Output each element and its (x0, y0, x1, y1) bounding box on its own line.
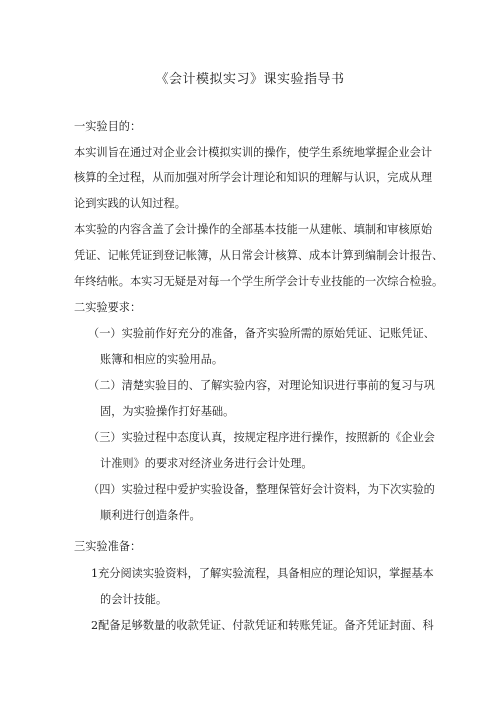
list-item: （四）实验过程中爱护实验设备，整理保管好会计资料，为下次实验的 (88, 483, 435, 496)
list-item-continuation: 顺利进行创造条件。 (100, 509, 201, 522)
list-item: （一）实验前作好充分的准备，备齐实验所需的原始凭证、记账凭证、 (88, 327, 435, 340)
paragraph-line: 本实训旨在通过对企业会计模拟实训的操作，使学生系统地掌握企业会计 (74, 146, 433, 159)
list-item: （二）清楚实验目的、了解实验内容，对理论知识进行事前的复习与巩 (88, 379, 435, 392)
paragraph-line: 核算的全过程，从而加强对所学会计理论和知识的理解与认识，完成从理 (74, 171, 433, 184)
list-item-continuation: 的会计技能。 (100, 593, 168, 606)
paragraph-line: 年终结帐。本实习无疑是对每一个学生所学会计专业技能的一次综合检验。 (74, 275, 444, 288)
list-item: （三）实验过程中态度认真，按规定程序进行操作，按照新的《企业会 (88, 431, 435, 444)
document-title: 《会计模拟实习》课实验指导书 (155, 72, 345, 87)
list-item-continuation: 计准则》的要求对经济业务进行会计处理。 (100, 457, 313, 470)
list-item: 1充分阅读实验资料，了解实验流程，具备相应的理论知识，掌握基本 (91, 567, 434, 580)
list-item-continuation: 账簿和相应的实验用品。 (100, 353, 224, 366)
section-heading-preparation: 三实验准备： (74, 540, 142, 553)
list-item-continuation: 固，为实验操作打好基础。 (100, 405, 235, 418)
list-item: 2配备足够数量的收款凭证、付款凭证和转账凭证。备齐凭证封面、科 (91, 619, 434, 632)
section-heading-requirements: 二实验要求： (74, 301, 142, 314)
section-heading-objective: 一实验目的： (74, 120, 142, 133)
paragraph-line: 本实验的内容含盖了会计操作的全部基本技能一从建帐、填制和审核原始 (74, 223, 433, 236)
paragraph-line: 论到实践的认知过程。 (74, 197, 186, 210)
paragraph-line: 凭证、记帐凭证到登记帐簿，从日常会计核算、成本计算到编制会计报告、 (74, 249, 444, 262)
